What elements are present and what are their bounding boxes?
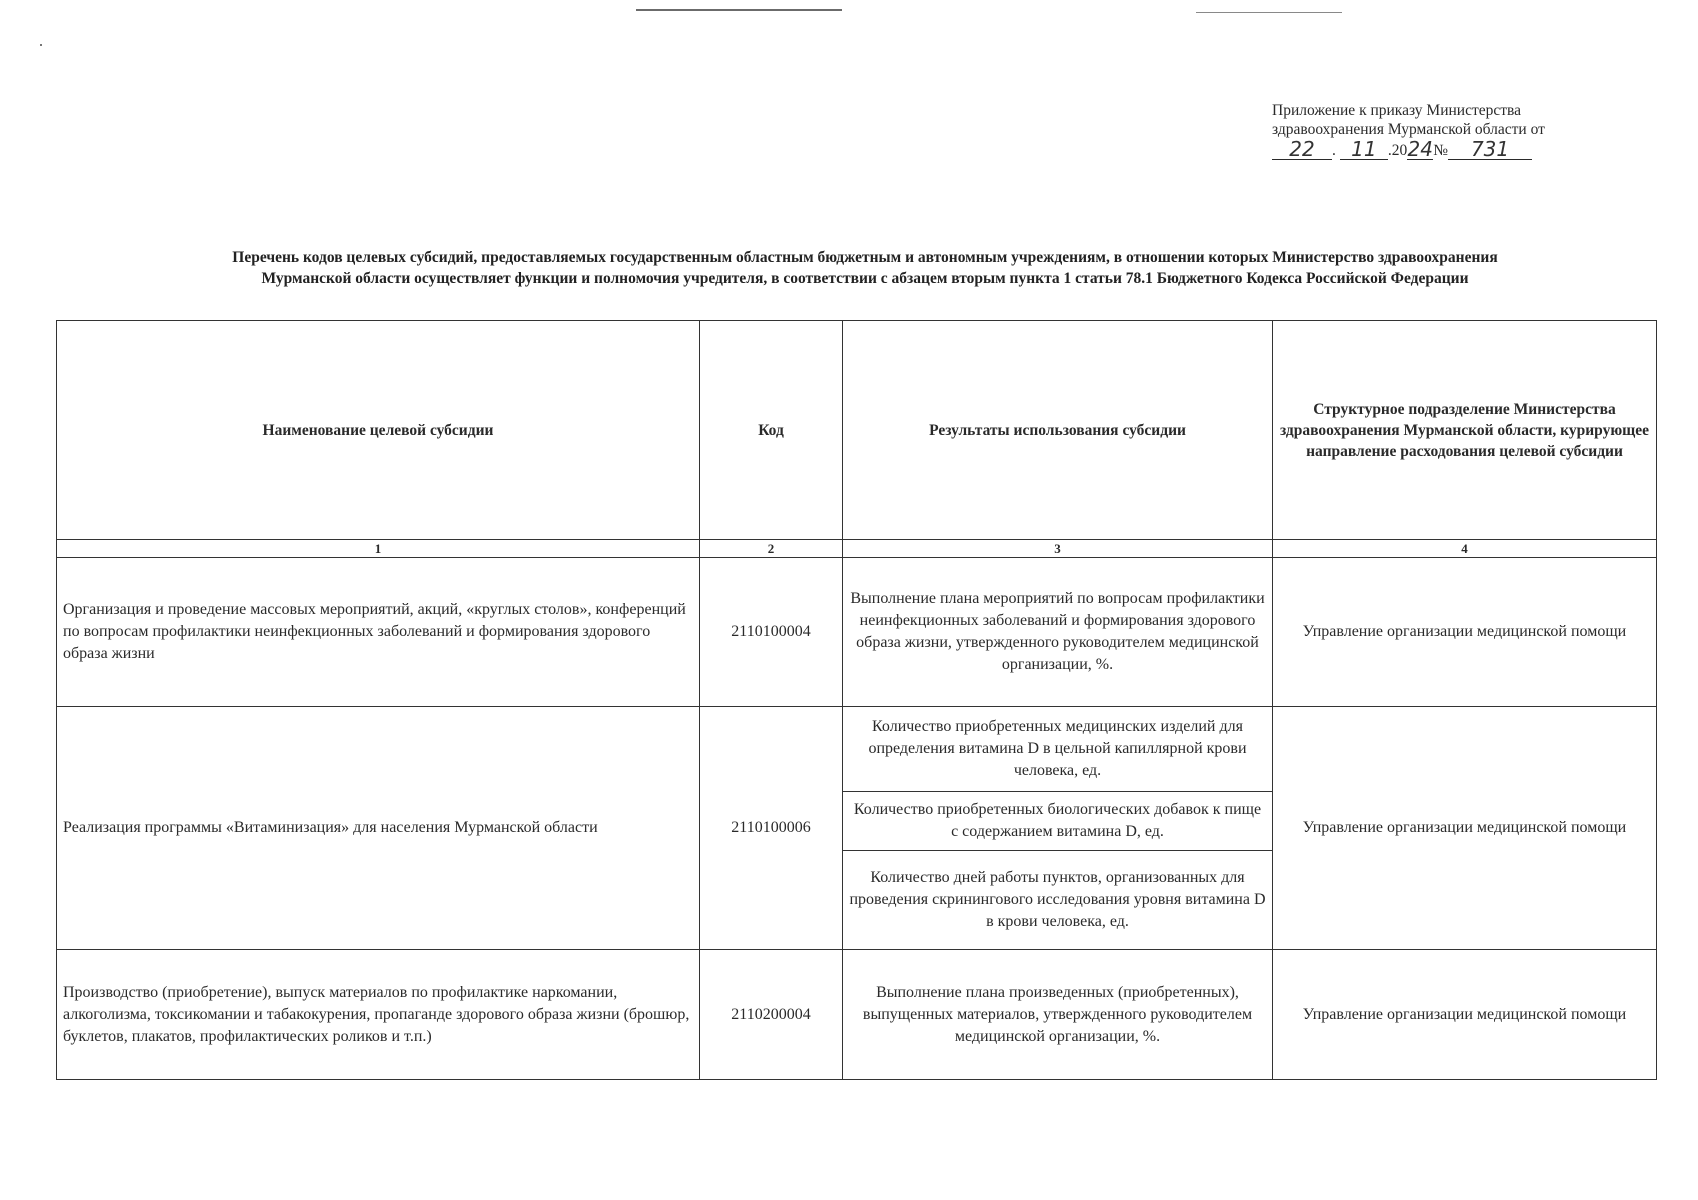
appendix-note <box>1272 101 1612 160</box>
table-row <box>57 558 1657 707</box>
table-header-row <box>57 321 1657 540</box>
subsidy-code-cell: 2110100006 <box>700 707 843 950</box>
handwritten-month: 11 <box>1340 139 1388 160</box>
department-cell: Управление организации медицинской помощи <box>1273 558 1657 707</box>
column-number-row <box>57 540 1657 558</box>
table-row <box>57 950 1657 1080</box>
subsidy-result-cell: Выполнение плана произведенных (приобретенных), выпущенных материалов, утвержденного руководителем медицинской организации, %. <box>843 950 1273 1080</box>
date-separator: . <box>1332 142 1336 159</box>
header-code: Код <box>700 321 843 540</box>
department-cell: Управление организации медицинской помощи <box>1273 950 1657 1080</box>
header-subsidy-name: Наименование целевой субсидии <box>57 321 700 540</box>
title-line-1: Перечень кодов целевых субсидий, предоставляемых государственным областным бюджетным и автономным учреждениям, в отношении которых Министерство здравоохранения <box>232 249 1498 266</box>
handwritten-day: 22 <box>1272 139 1332 160</box>
department-cell: Управление организации медицинской помощи <box>1273 707 1657 950</box>
handwritten-year: 24 <box>1407 137 1433 161</box>
subsidy-result-cell: Выполнение плана мероприятий по вопросам профилактики неинфекционных заболеваний и формирования здорового образа жизни, утвержденного руководителем медицинской организации, %. <box>843 558 1273 707</box>
subsidy-result-cell: Количество приобретенных биологических добавок к пище с содержанием витамина D, ед. <box>843 792 1273 851</box>
document-title <box>100 247 1630 289</box>
subsidy-result-cell: Количество дней работы пунктов, организованных для проведения скринингового исследования уровня витамина D в крови человека, ед. <box>843 851 1273 950</box>
subsidy-name-cell: Организация и проведение массовых мероприятий, акций, «круглых столов», конференций по вопросам профилактики неинфекционных заболеваний и формирования здорового образа жизни <box>57 558 700 707</box>
subsidy-code-cell: 2110200004 <box>700 950 843 1080</box>
subsidy-result-cell: Количество приобретенных медицинских изделий для определения витамина D в цельной капиллярной крови человека, ед. <box>843 707 1273 792</box>
subsidy-name-cell: Производство (приобретение), выпуск материалов по профилактике наркомании, алкоголизма, токсикомании и табакокурения, пропаганде здорового образа жизни (брошюр, буклетов, плакатов, профилактических роликов и т.п.) <box>57 950 700 1080</box>
column-number: 3 <box>843 540 1273 558</box>
column-number: 4 <box>1273 540 1657 558</box>
subsidy-table <box>56 320 1657 1080</box>
scan-artifact-line <box>636 9 842 11</box>
header-department: Структурное подразделение Министерства здравоохранения Мурманской области, курирующее направление расходования целевой субсидии <box>1273 321 1657 540</box>
handwritten-number: 731 <box>1448 139 1532 160</box>
title-line-2: Мурманской области осуществляет функции и полномочия учредителя, в соответствии с абзацем вторым пункта 1 статьи 78.1 Бюджетного Кодекса Российской Федерации <box>261 270 1469 287</box>
appendix-date-line <box>1272 139 1612 160</box>
appendix-line-1: Приложение к приказу Министерства <box>1272 102 1522 119</box>
appendix-line-2: здравоохранения Мурманской области от <box>1272 121 1545 138</box>
table-row <box>57 707 1657 792</box>
column-number: 2 <box>700 540 843 558</box>
column-number: 1 <box>57 540 700 558</box>
subsidy-code-cell: 2110100004 <box>700 558 843 707</box>
header-results: Результаты использования субсидии <box>843 321 1273 540</box>
scan-artifact-line <box>1196 12 1342 13</box>
number-sign: № <box>1433 142 1449 159</box>
year-prefix: .20 <box>1387 142 1408 159</box>
scan-speck <box>40 44 42 46</box>
subsidy-name-cell: Реализация программы «Витаминизация» для населения Мурманской области <box>57 707 700 950</box>
